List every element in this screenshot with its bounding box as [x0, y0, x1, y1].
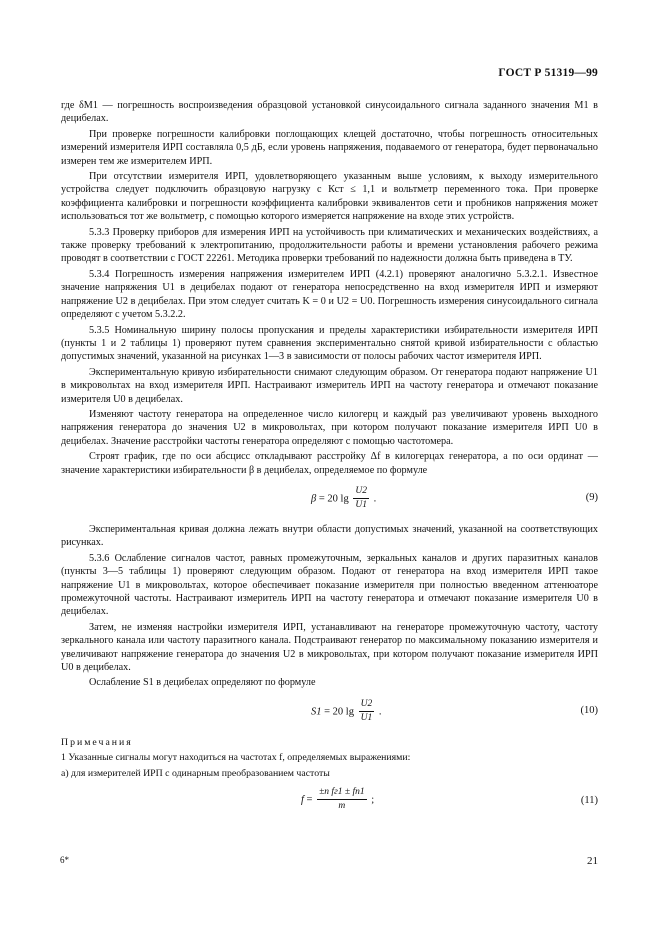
formula-lhs: f [301, 794, 304, 806]
formula-numerator: U2 [359, 698, 375, 712]
note-1a: а) для измерителей ИРП с одинарным преобразованием частоты [61, 767, 330, 779]
paragraph: 5.3.4 Погрешность измерения напряжения измерителем ИРП (4.2.1) проверяют аналогично 5.3.2.1. Известное значение напряжения U1 в децибелах подают от генератора непосредственно на вход измерителя ИРП и измеряют напряжение U2 в децибелах. При этом следует считать K = 0 и U2 = U0. Погрешность измерения синусоидального сигнала определяют с учетом 5.3.2.2. [61, 268, 598, 321]
paragraph: 5.3.6 Ослабление сигналов частот, равных промежуточным, зеркальных каналов и других паразитных каналов (пункты 3—5 таблицы 1) проверяют следующим образом. Подают от генератора на вход измерителя ИРП такое напряжение U1 в микровольтах, которое обеспечивает показание измерителя при полностью введенном аттенюаторе промежуточной частоты. Настраивают измеритель ИРП на частоту генератора и отмечают показание измерителя U0 в децибелах. [61, 552, 598, 618]
formula-numerator: ±n fг1 ± fп1 [317, 786, 367, 800]
paragraph: При отсутствии измерителя ИРП, удовлетворяющего указанным выше условиям, к выходу измерительного устройства следует подключить образцовую нагрузку с Кст ≤ 1,1 и вольтметр переменного тока. При проверке коэффициента калибровки и погрешности коэффициента калибровки эквивалентов сети и пробников напряжения может использоваться тот же вольтметр, с помощью которого измеряется напряжение на входе этих устройств. [61, 171, 598, 223]
formula-rel: = [324, 706, 331, 718]
formula-rel: = [306, 794, 313, 806]
formula-10 [61, 694, 598, 730]
paragraph: При проверке погрешности калибровки поглощающих клещей достаточно, чтобы погрешность относительных измерений измерителя ИРП составляла 0,5 дБ, если уровень напряжения, подаваемого от генератора, будет первоначально измерен тем же измерителем ИРП. [61, 128, 598, 167]
formula-number: (10) [580, 704, 598, 716]
formula-11 [61, 784, 598, 820]
paragraph: Затем, не изменяя настройки измерителя ИРП, устанавливают на генераторе промежуточную частоту, частоту зеркального канала или частоту паразитного канала. Подстраивают генератор по максимальному показанию измерителя и увеличивают напряжение генератора до значения U2 в микровольтах, при котором получают показание измерителя ИРП U0 в децибелах. [61, 621, 598, 674]
formula-denominator: U1 [355, 500, 367, 511]
formula-coef: 20 lg [327, 493, 349, 505]
paragraph: 5.3.3 Проверку приборов для измерения ИРП на устойчивость при климатических и механических воздействиях, а также проверку требований к электропитанию, продолжительности работы и времени установления рабочего режима проводят в соответствии с ГОСТ 22261. Методика проверки требований по надежности должна быть приведена в ТУ. [61, 226, 598, 265]
paragraph: Ослабление S1 в децибелах определяют по формуле [89, 677, 316, 689]
formula-denominator: m [338, 801, 346, 812]
paragraph: Строят график, где по оси абсцисс откладывают расстройку Δf в килогерцах генератора, а по оси ординат — значение характеристики избирательности β в децибелах, определяемое по формуле [61, 451, 598, 476]
notes-title: Примечания [61, 736, 133, 748]
formula-rel: = [318, 493, 325, 505]
document-header: ГОСТ Р 51319—99 [498, 67, 598, 79]
document-body [61, 99, 598, 826]
formula-lhs: β [311, 493, 317, 505]
formula-tail: ; [371, 794, 375, 806]
formula-numerator: U2 [353, 485, 369, 499]
page-number: 21 [587, 855, 598, 867]
formula-tail: . [378, 706, 382, 718]
formula-number: (9) [585, 491, 598, 503]
paragraph: где δM1 — погрешность воспроизведения образцовой установкой синусоидального сигнала заданного значения M1 в децибелах. [61, 100, 598, 125]
paragraph: Изменяют частоту генератора на определенное число килогерц и каждый раз увеличивают уровень выходного напряжения генератора до значения U2 в микровольтах, при котором получают показание измерителя ИРП U0 в децибелах. Значение расстройки частоты генератора определяют с помощью частотомера. [61, 408, 598, 447]
footer-sheet-mark: 6* [60, 855, 69, 865]
formula-coef: 20 lg [332, 706, 354, 718]
formula-9 [61, 481, 598, 517]
paragraph: Экспериментальная кривая должна лежать внутри области допустимых значений, указанной на соответствующих рисунках. [61, 523, 598, 549]
paragraph: 5.3.5 Номинальную ширину полосы пропускания и пределы характеристики избирательности измерителя ИРП (пункты 1 и 2 таблицы 1) проверяют путем сравнения экспериментально снятой кривой избирательности с областью допустимых значений, указанной на рисунках 1—3 в зависимости от полосы рабочих частот измерителя ИРП. [61, 324, 598, 363]
paragraph: Экспериментальную кривую избирательности снимают следующим образом. От генератора подают напряжение U1 в микровольтах на вход измерителя ИРП. Настраивают измеритель ИРП на частоту генератора и отмечают показание измерителя U0 в децибелах. [61, 366, 598, 405]
formula-number: (11) [580, 795, 598, 807]
formula-denominator: U1 [360, 713, 373, 724]
formula-lhs: S1 [311, 706, 322, 718]
note-1: 1 Указанные сигналы могут находиться на частотах f, определяемых выражениями: [61, 752, 411, 764]
formula-tail: . [373, 493, 377, 505]
